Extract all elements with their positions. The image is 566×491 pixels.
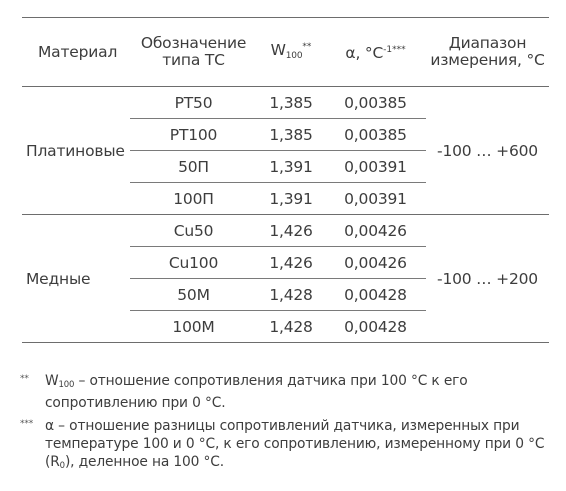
material-cell: Медные: [22, 215, 130, 343]
type-cell: PT50: [130, 87, 257, 119]
w100-cell: 1,426: [257, 215, 325, 247]
w100-cell: 1,426: [257, 247, 325, 279]
alpha-cell: 0,00428: [325, 279, 426, 311]
footnote-alpha: [20, 417, 550, 475]
footnote-mark: **: [20, 374, 29, 384]
header-alpha-exponent: -1: [383, 45, 393, 55]
w100-cell: 1,391: [257, 183, 325, 215]
alpha-cell: 0,00385: [325, 87, 426, 119]
alpha-cell: 0,00426: [325, 215, 426, 247]
header-alpha-symbol: α, °C: [345, 44, 384, 62]
type-cell: Cu50: [130, 215, 257, 247]
header-alpha: [325, 18, 426, 87]
type-cell: 100П: [130, 183, 257, 215]
w100-cell: 1,385: [257, 119, 325, 151]
header-alpha-footnote-mark: ***: [392, 45, 406, 55]
type-cell: PT100: [130, 119, 257, 151]
header-range: Диапазон измерения, °C: [426, 18, 549, 87]
table-row: [22, 87, 549, 119]
alpha-cell: 0,00391: [325, 183, 426, 215]
header-w100: [257, 18, 325, 87]
range-cell: -100 … +600: [426, 87, 549, 215]
header-w100-subscript: 100: [285, 51, 303, 61]
table-row: [22, 215, 549, 247]
footnote-text: – отношение сопротивления датчика при 100 °С к его сопротивлению при 0 °С.: [45, 373, 468, 411]
table-header-row: [22, 18, 549, 87]
header-w100-footnote-mark: **: [302, 42, 312, 52]
header-material: Материал: [22, 18, 130, 87]
w100-cell: 1,391: [257, 151, 325, 183]
w100-cell: 1,428: [257, 311, 325, 343]
w100-cell: 1,385: [257, 87, 325, 119]
footnote-r-subscript: 0: [59, 461, 65, 471]
type-cell: Cu100: [130, 247, 257, 279]
header-designation: Обозначение типа ТС: [130, 18, 257, 87]
alpha-cell: 0,00426: [325, 247, 426, 279]
footnote-text-end: ), деленное на 100 °С.: [64, 454, 224, 470]
type-cell: 50П: [130, 151, 257, 183]
footnote-symbol-subscript: 100: [58, 380, 75, 390]
type-cell: 50М: [130, 279, 257, 311]
footnote-mark: ***: [20, 419, 34, 429]
rtd-spec-table: [22, 17, 549, 343]
footnote-symbol: W: [45, 373, 59, 389]
alpha-cell: 0,00391: [325, 151, 426, 183]
footnote-text: α – отношение разницы сопротивлений датчика, измеренных при температуре 100 и 0 °С, к его сопротивлению, измеренному при 0 °С (R: [45, 418, 545, 470]
footnotes: [20, 372, 550, 480]
w100-cell: 1,428: [257, 279, 325, 311]
alpha-cell: 0,00428: [325, 311, 426, 343]
range-cell: -100 … +200: [426, 215, 549, 343]
type-cell: 100М: [130, 311, 257, 343]
alpha-cell: 0,00385: [325, 119, 426, 151]
footnote-w100: [20, 372, 550, 412]
material-cell: Платиновые: [22, 87, 130, 215]
header-w100-symbol: W: [270, 41, 286, 59]
